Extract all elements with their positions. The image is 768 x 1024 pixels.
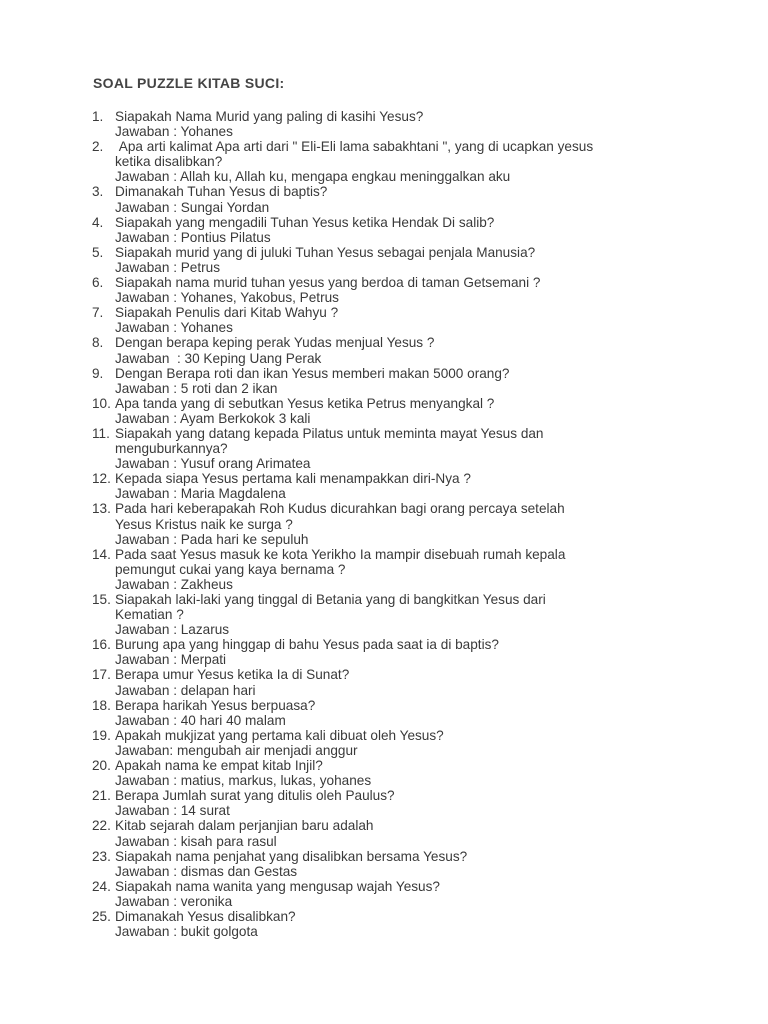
question-list <box>92 109 692 939</box>
question-body <box>115 109 692 139</box>
question-text: menguburkannya? <box>115 441 228 457</box>
question-number: 9. <box>92 365 104 381</box>
answer-text: Jawaban : Maria Magdalena <box>115 486 286 502</box>
question-body <box>115 909 692 939</box>
question-number: 19. <box>92 727 111 743</box>
question-number: 13. <box>92 501 111 517</box>
question-item <box>92 849 692 879</box>
question-text: Berapa umur Yesus ketika Ia di Sunat? <box>115 667 350 683</box>
question-item <box>92 215 692 245</box>
question-body <box>115 849 692 879</box>
question-body <box>115 215 692 245</box>
question-body <box>115 366 692 396</box>
question-text: Apakah mukjizat yang pertama kali dibuat oleh Yesus? <box>115 727 444 743</box>
question-number: 20. <box>92 758 111 774</box>
question-number: 21. <box>92 788 111 804</box>
answer-text: Jawaban : Petrus <box>115 259 221 275</box>
question-item <box>92 426 692 471</box>
question-text: Dengan berapa keping perak Yudas menjual Yesus ? <box>115 335 435 351</box>
question-item <box>92 879 692 909</box>
question-text: Siapakah nama murid tuhan yesus yang berdoa di taman Getsemani ? <box>115 275 541 291</box>
question-number: 15. <box>92 592 111 607</box>
question-number: 17. <box>92 667 111 683</box>
answer-text: Jawaban : kisah para rasul <box>115 833 277 849</box>
question-text: Siapakah laki-laki yang tinggal di Betania yang di bangkitkan Yesus dari <box>115 592 546 607</box>
question-item <box>92 139 692 184</box>
question-item <box>92 758 692 788</box>
question-item <box>92 275 692 305</box>
answer-text: Jawaban : Pada hari ke sepuluh <box>115 531 309 547</box>
question-body <box>115 788 692 818</box>
question-item <box>92 637 692 667</box>
question-text: Apa arti kalimat Apa arti dari " Eli-Eli lama sabakhtani ", yang di ucapkan yesus <box>115 139 594 155</box>
question-text: Siapakah Nama Murid yang paling di kasihi Yesus? <box>115 109 424 124</box>
question-item <box>92 501 692 546</box>
answer-text: Jawaban : Yohanes <box>115 124 233 140</box>
question-item <box>92 909 692 939</box>
answer-text: Jawaban : 5 roti dan 2 ikan <box>115 380 278 396</box>
document-title: SOAL PUZZLE KITAB SUCI: <box>93 75 285 91</box>
question-item <box>92 305 692 335</box>
answer-text: Jawaban : Yusuf orang Arimatea <box>115 456 311 472</box>
question-body <box>115 667 692 697</box>
answer-text: Jawaban : Zakheus <box>115 576 233 592</box>
question-body <box>115 426 692 471</box>
question-body <box>115 637 692 667</box>
answer-text: Jawaban : bukit golgota <box>115 924 258 940</box>
question-item <box>92 109 692 139</box>
question-text: Apa tanda yang di sebutkan Yesus ketika Petrus menyangkal ? <box>115 395 495 411</box>
question-text: Dimanakah Yesus disalibkan? <box>115 908 296 924</box>
question-body <box>115 501 692 546</box>
question-text: ketika disalibkan? <box>115 154 223 170</box>
answer-text: Jawaban : Yohanes <box>115 320 233 336</box>
question-body <box>115 879 692 909</box>
question-body <box>115 245 692 275</box>
question-text: Kepada siapa Yesus pertama kali menampakkan diri-Nya ? <box>115 471 471 487</box>
question-text: Siapakah yang mengadili Tuhan Yesus ketika Hendak Di salib? <box>115 214 495 230</box>
question-number: 2. <box>92 139 104 155</box>
question-number: 18. <box>92 697 111 713</box>
question-item <box>92 788 692 818</box>
question-number: 7. <box>92 305 104 321</box>
question-number: 24. <box>92 878 111 894</box>
question-number: 14. <box>92 546 111 562</box>
answer-text: Jawaban : 30 Keping Uang Perak <box>115 350 322 366</box>
question-body <box>115 184 692 214</box>
question-item <box>92 667 692 697</box>
answer-text: Jawaban : Pontius Pilatus <box>115 229 271 245</box>
question-item <box>92 471 692 501</box>
question-body <box>115 592 692 637</box>
question-item <box>92 547 692 592</box>
answer-text: Jawaban : Lazarus <box>115 622 230 638</box>
question-text: Siapakah nama penjahat yang disalibkan bersama Yesus? <box>115 848 468 864</box>
question-body <box>115 139 692 184</box>
question-text: Dengan Berapa roti dan ikan Yesus memberi makan 5000 orang? <box>115 365 510 381</box>
question-body <box>115 396 692 426</box>
question-item <box>92 698 692 728</box>
question-item <box>92 728 692 758</box>
answer-text: Jawaban : Merpati <box>115 652 227 668</box>
answer-text: Jawaban : Sungai Yordan <box>115 199 270 215</box>
answer-text: Jawaban : matius, markus, lukas, yohanes <box>115 773 372 789</box>
question-number: 6. <box>92 275 104 291</box>
answer-text: Jawaban : Ayam Berkokok 3 kali <box>115 410 311 426</box>
question-number: 8. <box>92 335 104 351</box>
question-number: 1. <box>92 109 104 124</box>
question-text: Siapakah nama wanita yang mengusap wajah Yesus? <box>115 878 440 894</box>
question-text: Apakah nama ke empat kitab Injil? <box>115 758 323 774</box>
question-body <box>115 335 692 365</box>
question-text: Pada hari keberapakah Roh Kudus dicurahkan bagi orang percaya setelah <box>115 501 565 517</box>
question-body <box>115 758 692 788</box>
question-number: 4. <box>92 214 104 230</box>
question-number: 3. <box>92 184 104 200</box>
answer-text: Jawaban : 14 surat <box>115 803 230 819</box>
question-number: 23. <box>92 848 111 864</box>
answer-text: Jawaban : Allah ku, Allah ku, mengapa engkau meninggalkan aku <box>115 169 511 185</box>
question-body <box>115 471 692 501</box>
question-text: Siapakah murid yang di juluki Tuhan Yesus sebagai penjala Manusia? <box>115 244 536 260</box>
question-body <box>115 305 692 335</box>
question-text: Siapakah yang datang kepada Pilatus untuk meminta mayat Yesus dan <box>115 425 544 441</box>
question-number: 25. <box>92 908 111 924</box>
question-item <box>92 366 692 396</box>
question-body <box>115 698 692 728</box>
question-body <box>115 818 692 848</box>
answer-text: Jawaban : delapan hari <box>115 682 256 698</box>
question-body <box>115 728 692 758</box>
answer-text: Jawaban : veronika <box>115 893 233 909</box>
question-text: Berapa harikah Yesus berpuasa? <box>115 697 316 713</box>
question-body <box>115 275 692 305</box>
question-text: Yesus Kristus naik ke surga ? <box>115 516 293 532</box>
answer-text: Jawaban: mengubah air menjadi anggur <box>115 742 358 758</box>
question-text: Burung apa yang hinggap di bahu Yesus pada saat ia di baptis? <box>115 637 499 653</box>
question-item <box>92 184 692 214</box>
question-item <box>92 335 692 365</box>
question-number: 22. <box>92 818 111 834</box>
question-text: pemungut cukai yang kaya bernama ? <box>115 561 346 577</box>
question-body <box>115 547 692 592</box>
question-text: Siapakah Penulis dari Kitab Wahyu ? <box>115 305 339 321</box>
answer-text: Jawaban : 40 hari 40 malam <box>115 712 286 728</box>
answer-text: Jawaban : dismas dan Gestas <box>115 863 298 879</box>
answer-text: Jawaban : Yohanes, Yakobus, Petrus <box>115 290 339 306</box>
question-item <box>92 818 692 848</box>
question-text: Kematian ? <box>115 607 184 623</box>
question-text: Kitab sejarah dalam perjanjian baru adalah <box>115 818 374 834</box>
question-number: 11. <box>92 425 110 441</box>
question-item <box>92 245 692 275</box>
question-text: Pada saat Yesus masuk ke kota Yerikho Ia mampir disebuah rumah kepala <box>115 546 566 562</box>
question-item <box>92 396 692 426</box>
question-number: 5. <box>92 244 104 260</box>
question-text: Berapa Jumlah surat yang ditulis oleh Paulus? <box>115 788 395 804</box>
question-item <box>92 592 692 637</box>
question-number: 10. <box>92 395 111 411</box>
question-number: 16. <box>92 637 111 653</box>
question-number: 12. <box>92 471 111 487</box>
question-text: Dimanakah Tuhan Yesus di baptis? <box>115 184 328 200</box>
